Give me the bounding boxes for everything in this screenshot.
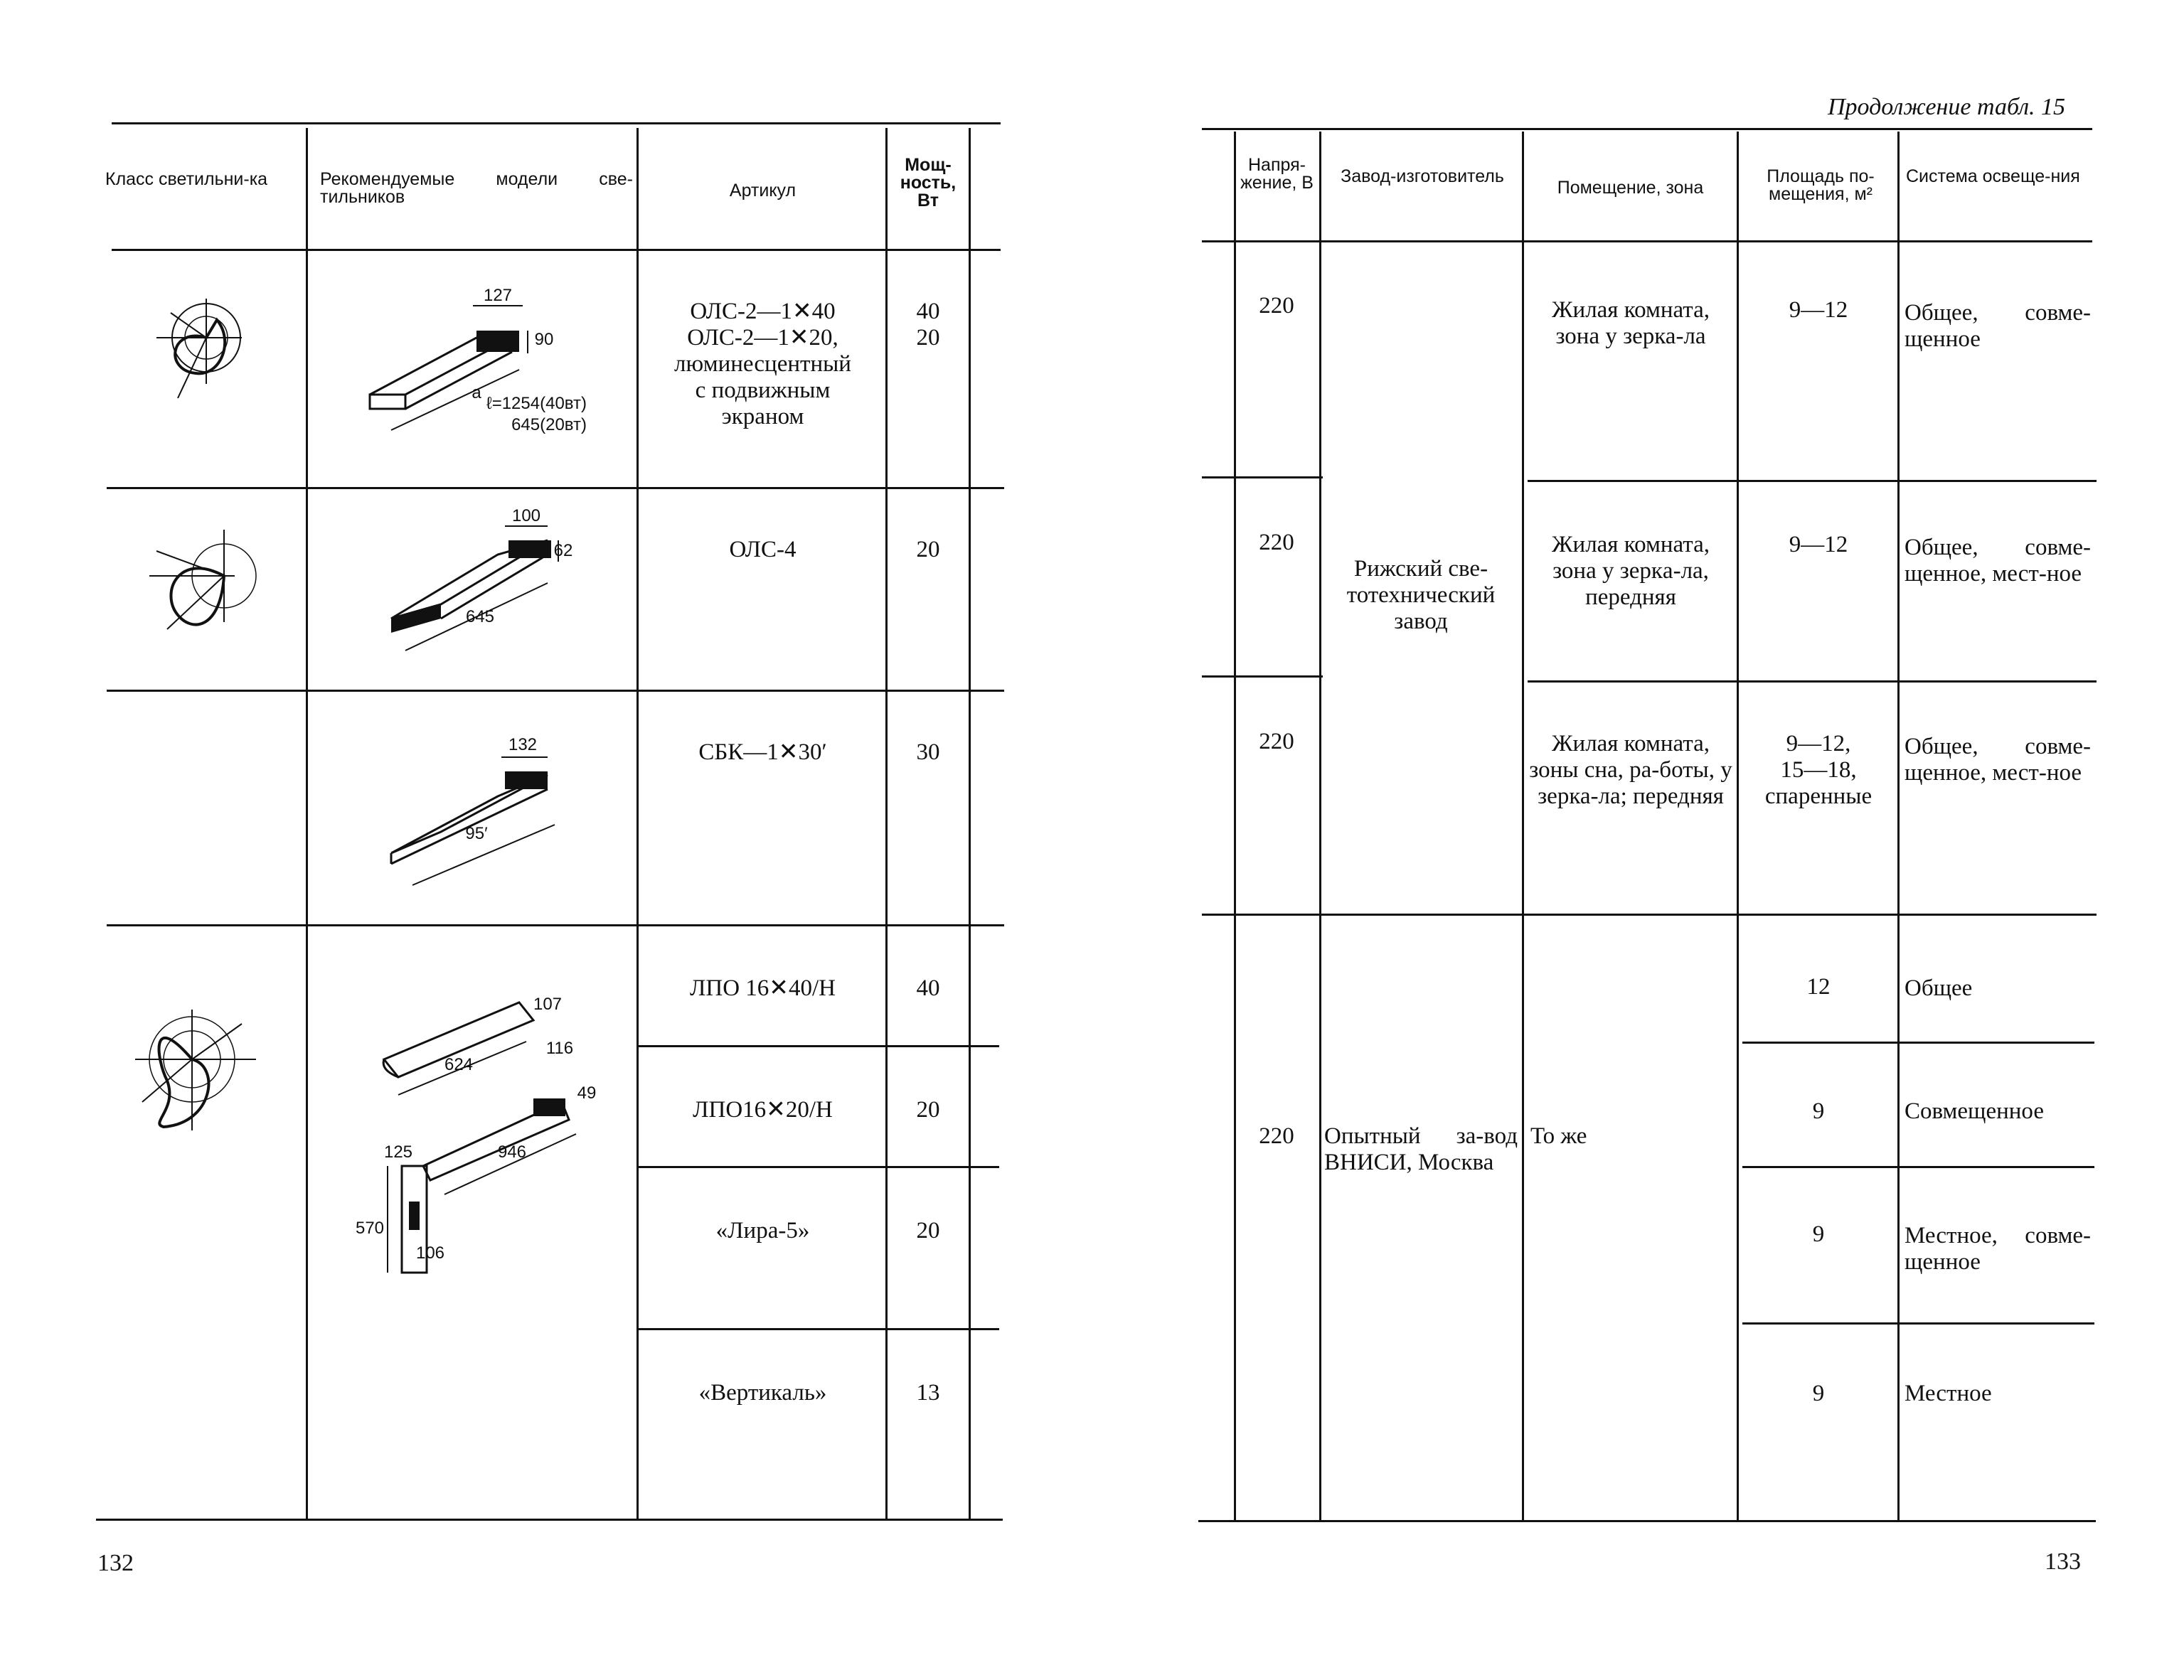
subrow-rule (636, 1045, 999, 1047)
power-subrow4: 13 (916, 1380, 940, 1406)
article-line: с подвижным (695, 377, 831, 403)
article-line: экраном (721, 403, 804, 429)
dim-946: 946 (497, 1143, 527, 1162)
system-sub3: Местное, совме-щенное (1905, 1223, 2091, 1275)
column-rule (1522, 132, 1524, 1520)
power-value: 40 (916, 299, 940, 324)
area-line: 15—18, (1780, 756, 1857, 783)
header-area: Площадь по-мещения, м² (1767, 166, 1875, 204)
header-voltage: Напря-жение, В (1240, 155, 1314, 193)
article-row3: СБК—1✕30′ (698, 739, 827, 765)
dim-570: 570 (355, 1219, 385, 1238)
area-sub2: 9 (1812, 1098, 1825, 1124)
column-rule (885, 128, 888, 1519)
photometric-curve-2 (149, 530, 249, 643)
dim-106: 106 (415, 1243, 445, 1263)
column-rule (1737, 132, 1739, 1520)
table-bottom-rule (96, 1519, 1003, 1521)
system-row3: Общее, совме-щенное, мест-ное (1905, 734, 2091, 786)
room-group2: То же (1530, 1123, 1587, 1149)
row-rule (107, 487, 1004, 489)
row-rule (1528, 680, 2097, 683)
maker-group2: Опытный за-вод ВНИСИ, Москва (1324, 1123, 1518, 1175)
row-rule (107, 690, 1004, 692)
article-line: ОЛС-2—1✕20, (687, 324, 838, 351)
column-rule (636, 128, 639, 1519)
article-subrow2: ЛПО16✕20/Н (693, 1097, 833, 1123)
subrow-rule (636, 1166, 999, 1168)
column-rule (969, 128, 971, 1519)
header-models: Рекомендуемые модели све-тильников (320, 169, 633, 207)
area-sub3: 9 (1812, 1221, 1825, 1247)
row-rule (1528, 480, 2097, 482)
article-row2: ОЛС-4 (729, 537, 797, 562)
column-rule (306, 128, 308, 1519)
table-bottom-rule (1198, 1520, 2096, 1522)
power-row1 (889, 299, 967, 351)
luminaire-drawing-2 (377, 512, 612, 661)
dim-624: 624 (444, 1055, 474, 1074)
header-bottom-rule (1202, 240, 2092, 242)
subrow-rule (1742, 1042, 2094, 1044)
luminaire-drawing-3 (384, 739, 597, 903)
header-room: Помещение, зона (1557, 178, 1704, 198)
header-power: Мощ-ность, Вт (900, 155, 957, 210)
room-row1: Жилая комната, зона у зерка-ла (1551, 297, 1710, 349)
voltage-row1: 220 (1259, 293, 1294, 319)
room-row2: Жилая комната, зона у зеркa-ла, передняя (1551, 532, 1710, 610)
dim-125: 125 (383, 1143, 413, 1162)
header-system: Система освеще-ния (1906, 166, 2080, 186)
dim-side-1: 90 (534, 330, 554, 349)
row-rule (1202, 675, 1323, 678)
maker-group1: Рижский све-тотехнический завод (1346, 556, 1496, 634)
dim-top-3: 132 (508, 735, 538, 754)
power-subrow2: 20 (916, 1097, 940, 1123)
area-sub4: 9 (1812, 1381, 1825, 1406)
dim-107: 107 (533, 995, 563, 1014)
article-line: ОЛС-2—1✕40 (690, 299, 836, 324)
dim-len-2: 645 (465, 607, 495, 626)
header-article: Артикул (729, 181, 797, 200)
subrow-rule (1742, 1322, 2094, 1325)
voltage-row3: 220 (1259, 729, 1294, 754)
row-rule (107, 924, 1004, 926)
photometric-curve-1 (156, 299, 256, 405)
article-subrow3: «Лира-5» (715, 1218, 810, 1243)
area-sub1: 12 (1806, 974, 1831, 1000)
area-row3 (1741, 731, 1896, 810)
dim-49: 49 (577, 1084, 597, 1103)
photometric-curve-3 (135, 1010, 263, 1138)
system-sub2: Совмещенное (1905, 1098, 2044, 1124)
header-maker: Завод-изготовитель (1341, 166, 1504, 186)
subrow-rule (1742, 1166, 2094, 1168)
system-row2: Общее, совме-щенное, мест-ное (1905, 535, 2091, 587)
column-rule (1234, 132, 1236, 1520)
power-row3: 30 (916, 739, 940, 765)
column-rule (1319, 132, 1321, 1520)
subrow-rule (636, 1328, 999, 1330)
area-row1: 9—12 (1789, 297, 1848, 323)
row-rule (1202, 476, 1323, 478)
power-subrow1: 40 (916, 975, 940, 1001)
dim-a-1: a (472, 383, 481, 402)
room-row3: Жилая комната, зоны сна, ра-боты, у зерка-ла; передняя (1529, 731, 1732, 809)
system-sub1: Общее (1905, 975, 1973, 1001)
system-row1: Общее, совме-щенное (1905, 300, 2091, 352)
table-top-rule (112, 122, 1001, 124)
table-top-rule (1202, 128, 2092, 130)
page-number-left: 132 (97, 1550, 134, 1576)
group-rule (1202, 914, 2097, 916)
area-line: спаренные (1764, 783, 1873, 809)
column-rule (1897, 132, 1900, 1520)
header-class: Класс светильни-ка (105, 169, 268, 189)
power-subrow3: 20 (916, 1218, 940, 1243)
dim-len1-1: ℓ=1254(40вт) (486, 394, 587, 413)
dim-top-1: 127 (483, 286, 513, 305)
area-line: 9—12, (1786, 731, 1851, 756)
page-number-right: 133 (2045, 1548, 2081, 1575)
power-row2: 20 (916, 537, 940, 562)
dim-116: 116 (545, 1039, 574, 1058)
article-row1 (640, 299, 885, 430)
system-sub4: Местное (1905, 1381, 1992, 1406)
dim-top-2: 100 (511, 506, 541, 525)
article-line: люминесцентный (674, 351, 851, 377)
article-subrow4: «Вертикаль» (698, 1380, 827, 1406)
dim-side-2: 62 (553, 541, 573, 560)
article-subrow1: ЛПО 16✕40/Н (690, 975, 836, 1001)
area-row2: 9—12 (1789, 532, 1848, 557)
voltage-group2: 220 (1259, 1123, 1294, 1149)
dim-len-3: 95′ (465, 824, 488, 843)
voltage-row2: 220 (1259, 530, 1294, 555)
header-bottom-rule (112, 249, 1001, 251)
continuation-label: Продолжение табл. 15 (1828, 94, 2066, 120)
power-value: 20 (916, 324, 940, 351)
dim-len2-1: 645(20вт) (511, 415, 587, 434)
